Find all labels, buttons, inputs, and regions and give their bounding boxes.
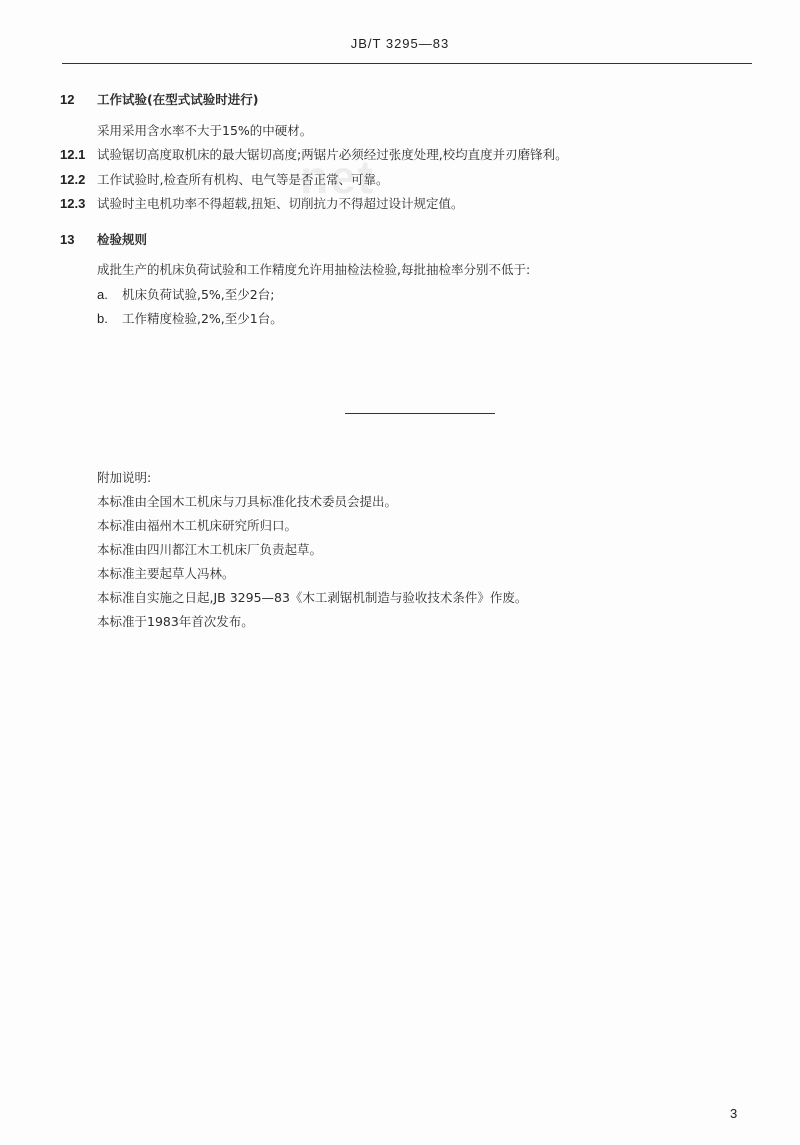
section-13-intro: 成批生产的机床负荷试验和工作精度允许用抽检法检验,每批抽检率分别不低于: (97, 262, 531, 277)
additional-notes-heading: 附加说明: (97, 470, 152, 485)
additional-note-line: 本标准由全国木工机床与刀具标准化技术委员会提出。 (97, 494, 398, 509)
item-12-3-number: 12.3 (60, 196, 86, 211)
additional-note-line: 本标准于1983年首次发布。 (97, 614, 254, 629)
additional-note-line: 本标准由福州木工机床研究所归口。 (97, 518, 298, 533)
item-12-3-text: 试验时主电机功率不得超载,扭矩、切削抗力不得超过设计规定值。 (97, 196, 464, 211)
section-12-intro: 采用采用含水率不大于15%的中硬材。 (97, 123, 313, 138)
item-b-marker: b. (97, 311, 108, 326)
item-b-text: 工作精度检验,2%,至少1台。 (122, 311, 283, 326)
section-12-number: 12 (60, 92, 75, 107)
item-a-text: 机床负荷试验,5%,至少2台; (122, 287, 275, 302)
item-a-marker: a. (97, 287, 108, 302)
standard-code-header: JB/T 3295—83 (350, 36, 450, 51)
item-12-2-number: 12.2 (60, 172, 86, 187)
additional-note-line: 本标准自实施之日起,JB 3295—83《木工剥锯机制造与验收技术条件》作废。 (97, 590, 528, 605)
watermark: net (300, 151, 375, 203)
page-number: 3 (730, 1106, 738, 1121)
item-12-2-text: 工作试验时,检查所有机构、电气等是否正常、可靠。 (97, 172, 389, 187)
section-13-number: 13 (60, 232, 75, 247)
section-13-title: 检验规则 (97, 232, 148, 247)
additional-note-line: 本标准由四川都江木工机床厂负责起草。 (97, 542, 323, 557)
header-rule (62, 63, 752, 64)
item-12-1-text: 试验锯切高度取机床的最大锯切高度;两锯片必须经过张度处理,校均直度并刃磨锋利。 (97, 147, 568, 162)
item-12-1-number: 12.1 (60, 147, 86, 162)
section-divider (345, 413, 495, 414)
additional-note-line: 本标准主要起草人冯林。 (97, 566, 235, 581)
section-12-title: 工作试验(在型式试验时进行) (97, 92, 259, 107)
